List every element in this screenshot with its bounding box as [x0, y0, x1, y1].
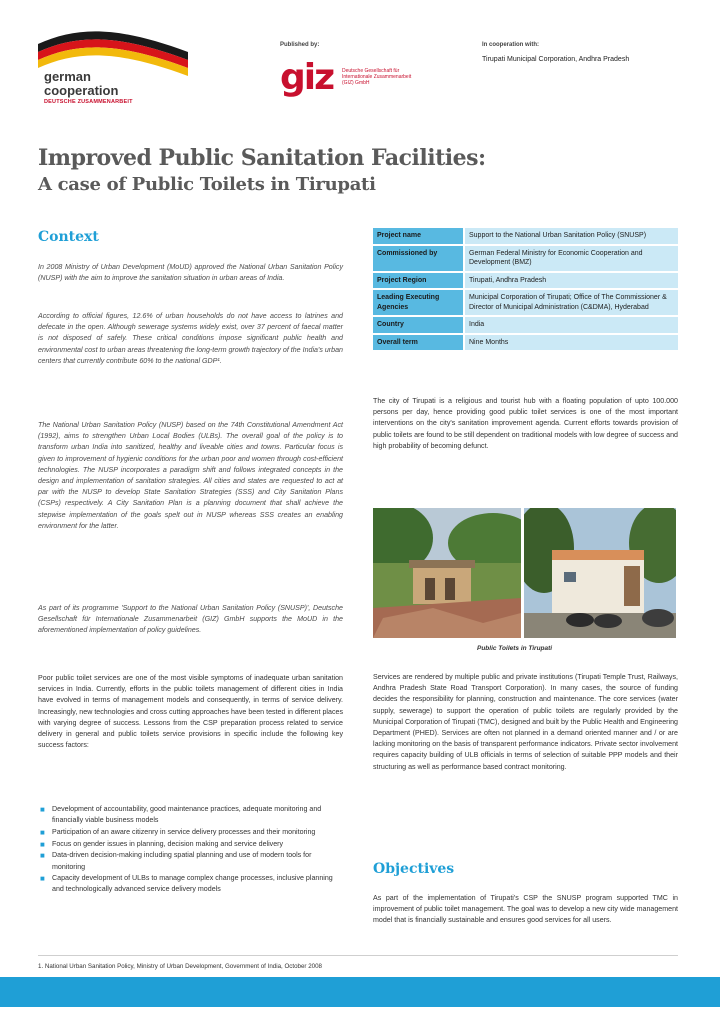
published-by-label: Published by:: [280, 42, 320, 48]
bullet-icon: ■: [40, 827, 45, 837]
list-item: ■ Participation of an aware citizenry in service delivery processes and their monitoring: [40, 827, 316, 837]
cooperation-label: In cooperation with:: [482, 42, 539, 48]
list-item: ■ Data-driven decision-making including spatial planning and use of modern tools for monitoring: [40, 851, 312, 871]
table-row: Leading Executing Agencies Municipal Corporation of Tirupati; Office of The Commissioner & Director of Municipal Administration (C&DMA), Hyderabad: [373, 289, 678, 316]
bullet-icon: ■: [40, 851, 45, 861]
table-row: Country India: [373, 316, 678, 334]
list-item: ■ Development of accountability, good maintenance practices, adequate monitoring and financially viable business models: [40, 805, 322, 825]
photo-caption: Public Toilets in Tirupati: [477, 645, 553, 652]
objectives-heading: Objectives: [373, 861, 455, 877]
bullet-icon: ■: [40, 805, 45, 814]
footnote: 1. National Urban Sanitation Policy, Ministry of Urban Development, Government of India, October 2008: [38, 963, 322, 970]
cooperation-value: Tirupati Municipal Corporation, Andhra Pradesh: [482, 56, 630, 63]
context-paragraph-1: In 2008 Ministry of Urban Development (MoUD) approved the National Urban Sanitation Policy (NUSP) with the aim to improve the sanitation situation in urban areas of India.: [38, 263, 343, 283]
list-item: ■ Capacity development of ULBs to manage complex change processes, inclusive planning and technologically advanced service delivery models: [40, 874, 333, 894]
context-paragraph-4: As part of its programme 'Support to the National Urban Sanitation Policy (SNUSP)', Deutsche Gesellschaft für Internationale Zusammenarbeit (GIZ) GmbH supports the MoUD in the aforementioned implementation of policy guidelines.: [38, 604, 343, 635]
objectives-paragraph: As part of the implementation of Tirupati's CSP the SNUSP program supported TMC in improvement of public toilet management. The goal was to develop a new city wide management model that is financially sustainable and ensures good services for all users.: [373, 894, 678, 925]
bullet-icon: ■: [40, 874, 45, 884]
context-paragraph-2: According to official figures, 12.6% of urban households do not have access to latrines and defecate in the open. Although sewerage systems widely exist, over 37 percent of faecal matter is not disposed of safely. These critical conditions impose significant public health and environmental cost to urban areas threatening the long-term growth trajectory of the India's urban centers that currently contribute 60% to the national GDP¹.: [38, 312, 343, 365]
footer-color-bar: [0, 977, 720, 1007]
table-row: Overall term Nine Months: [373, 334, 678, 352]
public-toilet-photo-2: [524, 508, 676, 638]
context-heading: Context: [38, 229, 99, 245]
giz-logo-subtext: Deutsche Gesellschaft für Internationale Zusammenarbeit (GIZ) GmbH: [342, 68, 412, 86]
list-item: ■ Focus on gender issues in planning, decision making and service delivery: [40, 839, 284, 849]
brand-line-german: german: [44, 69, 91, 84]
services-paragraph: Services are rendered by multiple public and private institutions (Tirupati Temple Trust, Railways, Andhra Pradesh State Road Transport Corporation). In many cases, the source of funding decides the responsibility for planning, construction and maintenance. The core services (water supply, sewerage) to support the operation of public toilets are regularly provided by the Municipal Corporation of Tirupati (TMC), designed and built by the Public Health and Engineering Department (PHED). Services are often not planned in a demand oriented manner and / or are lacking monitoring on the basis of transparent performance indicators. Private sector involvement requires capacity building of ULB officials in terms of selection of suitable PPP models and their structuring as well as performance based contract monitoring.: [373, 673, 678, 771]
table-row: Commissioned by German Federal Ministry for Economic Cooperation and Development (BMZ): [373, 245, 678, 272]
table-row: Project name Support to the National Urban Sanitation Policy (SNUSP): [373, 228, 678, 245]
brand-line-deutsche-zusammenarbeit: DEUTSCHE ZUSAMMENARBEIT: [44, 99, 133, 105]
table-row: Project Region Tirupati, Andhra Pradesh: [373, 272, 678, 290]
tirupati-intro-paragraph: The city of Tirupati is a religious and tourist hub with a floating population of upto 100.000 persons per day, hence providing good public toilet services is one of the most important interventions on the city's sanitation improvement agenda. Current efforts towards provision of public toilets are found to be still dependent on traditional models with low degree of success and high probability of becoming defunct.: [373, 397, 678, 450]
public-toilet-photo-1: [373, 508, 521, 638]
giz-logo: giz: [280, 57, 334, 98]
page-title: Improved Public Sanitation Facilities:: [38, 145, 486, 171]
context-paragraph-3: The National Urban Sanitation Policy (NUSP) based on the 74th Constitutional Amendment Act (1992), aims to strengthen Urban Local Bodies (ULBs). The overall goal of the policy is to transform urban India into sanitized, healthy and liveable cities and towns. Particular focus is given to improvement of hygienic conditions for the urban poor and women through cost-efficient technologies. The NUSP incorporates a paradigm shift and follows integrated concepts in the design and implementation of sanitation strategies. All cities and states are requested to act at par with the NUSP to develop State Sanitation Strategies (SSS) and City Sanitation Plans (CSPs) respectively. A City Sanitation Plan is a planning document that shall achieve the stepwise implementation of the goals spelt out in NUSP whereas SSS creates an enabling environment for the latter.: [38, 421, 343, 530]
bullet-icon: ■: [40, 839, 45, 849]
brand-line-cooperation: cooperation: [44, 83, 119, 98]
context-paragraph-5: Poor public toilet services are one of the most visible symptoms of inadequate urban sanitation services in India. Currently, efforts in the public toilets management of different cities in India have evolved in terms of management models and consequently, in terms of service delivery. Increasingly, new technologies and cross cutting approaches have been tested in different places with varying degree of success. Lessons from the CSP preparation process related to service delivery in general and public toilets service provisions in specific include the following key success factors:: [38, 674, 343, 750]
footnote-divider: [38, 955, 678, 956]
success-factors-list: [38, 804, 343, 896]
page-subtitle: A case of Public Toilets in Tirupati: [38, 174, 376, 195]
project-info-table: [373, 228, 678, 352]
